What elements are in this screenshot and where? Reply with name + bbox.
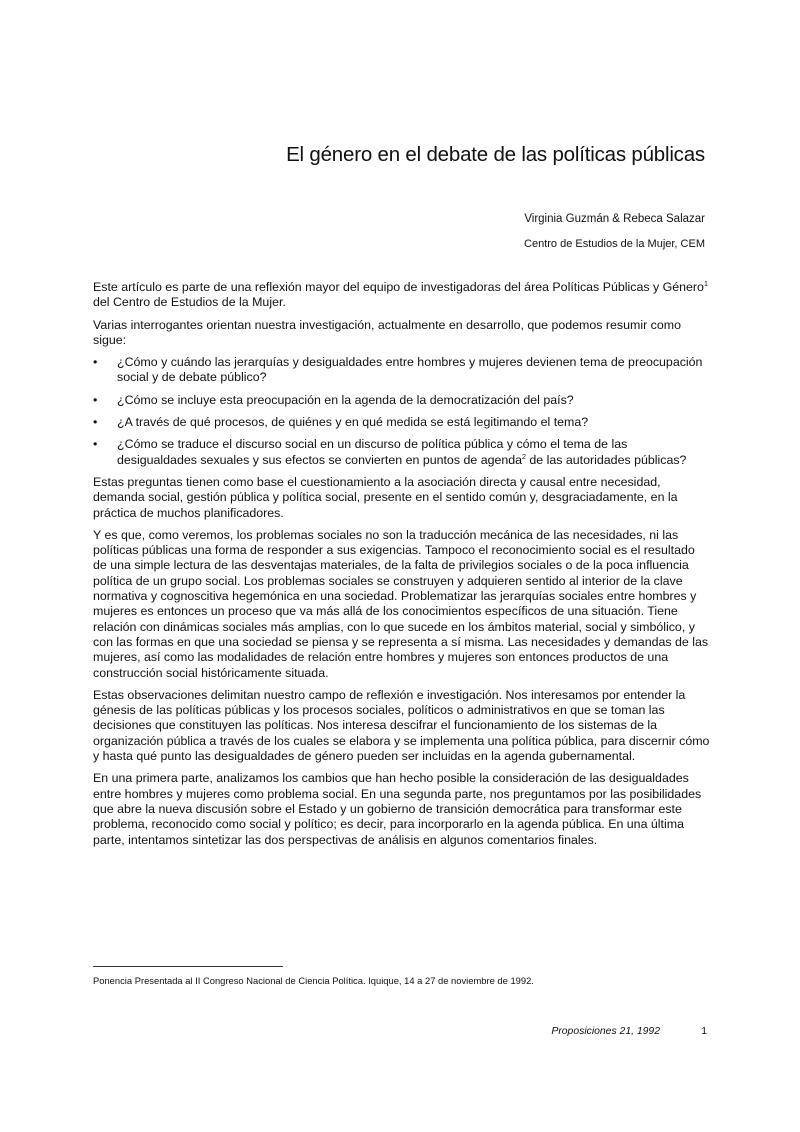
question-item xyxy=(93,415,710,430)
footnote-marker-1: 1 xyxy=(703,281,708,288)
body-paragraph: En una primera parte, analizamos los cambios que han hecho posible la consideración de las desigualdades entre hombres y mujeres como problema social. En una segunda parte, nos preguntamos por las posibilidades que abre la nueva discusión sobre el Estado y un gobierno de transición democrática para transformar este problema, reconocido como social y político; es decir, para incorporarlo en la agenda pública. En una última parte, intentamos sintetizar las dos perspectivas de análisis en algunos comentarios finales. xyxy=(93,771,702,847)
question-item xyxy=(93,393,710,408)
footnote-marker-2: 2 xyxy=(522,453,526,461)
footnote-text: Ponencia Presentada al II Congreso Nacional de Ciencia Política. Iquique, 14 a 27 de noviembre de 1992. xyxy=(93,975,534,986)
footnote-divider xyxy=(93,966,283,967)
article-authors: Virginia Guzmán & Rebeca Salazar xyxy=(524,213,705,225)
intro-text-end: del Centro de Estudios de la Mujer. xyxy=(93,295,286,310)
bullet-icon: • xyxy=(93,437,98,452)
body-paragraph: Estas preguntas tienen como base el cuestionamiento a la asociación directa y causal entre necesidad, demanda social, gestión pública y política social, presente en el sentido común y, desgraciadamente, en la práctica de muchos planificadores. xyxy=(93,474,678,520)
question-text: ¿Cómo y cuándo las jerarquías y desigualdades entre hombres y mujeres devienen tema de preocupación social y de debate público? xyxy=(117,355,703,385)
author-affiliation: Centro de Estudios de la Mujer, CEM xyxy=(524,238,705,250)
article-title: El género en el debate de las políticas públicas xyxy=(286,143,705,166)
question-text: ¿Cómo se incluye esta preocupación en la agenda de la democratización del país? xyxy=(117,392,574,407)
question-list xyxy=(93,355,710,468)
body-paragraph: Y es que, como veremos, los problemas sociales no son la traducción mecánica de las necesidades, ni las políticas públicas una forma de responder a sus exigencias. Tampoco el reconocimiento social es el resultado de una simple lectura de las desventajas materiales, de la falta de privilegios sociales o de la poca influencia política de un grupo social. Los problemas sociales se construyen y adquieren sentido al interior de la clave normativa y cognoscitiva hegemónica en una sociedad. Problematizar las jerarquías sociales entre hombres y mujeres es entonces un proceso que va más allá de los conocimientos específicos de una situación. Tiene relación con dinámicas sociales más amplias, con lo que sucede en los ámbitos material, social y simbólico, y con las formas en que una sociedad se piensa y se representa a sí misma. Las necesidades y demandas de las mujeres, así como las modalidades de relación entre hombres y mujeres son entonces productos de una construcción social históricamente situada. xyxy=(93,527,709,680)
question-item xyxy=(93,437,710,468)
question-item xyxy=(93,355,710,386)
questions-intro-paragraph: Varias interrogantes orientan nuestra investigación, actualmente en desarrollo, que podemos resumir como sigue: xyxy=(93,317,681,347)
bullet-icon: • xyxy=(93,355,98,370)
body-paragraph: Estas observaciones delimitan nuestro campo de reflexión e investigación. Nos interesamos por entender la génesis de las políticas públicas y los procesos sociales, políticos o administrativos en que se toman las decisiones que constituyen las políticas. Nos interesa descifrar el funcionamiento de los sistemas de la organización pública a través de los cuales se elabora y se implementa una política pública, para discernir cómo y hasta qué punto las desigualdades de género pueden ser incluidas en la agenda gubernamental. xyxy=(93,687,710,764)
bullet-icon: • xyxy=(93,392,98,407)
journal-citation: Proposiciones 21, 1992 xyxy=(551,1026,660,1037)
article-body xyxy=(93,280,710,855)
intro-paragraph xyxy=(93,280,710,311)
question-text: ¿Cómo se traduce el discurso social en un discurso de política pública y cómo el tema de las desigualdades sexuales y sus efectos se convierten en puntos de agenda xyxy=(117,437,628,467)
intro-text: Este artículo es parte de una reflexión mayor del equipo de investigadoras del área Políticas Públicas y Género xyxy=(93,280,704,294)
bullet-icon: • xyxy=(93,415,98,430)
question-text: ¿A través de qué procesos, de quiénes y en qué medida se está legitimando el tema? xyxy=(117,415,589,430)
page-number: 1 xyxy=(701,1026,707,1037)
question-text-end: de las autoridades públicas? xyxy=(525,452,687,467)
